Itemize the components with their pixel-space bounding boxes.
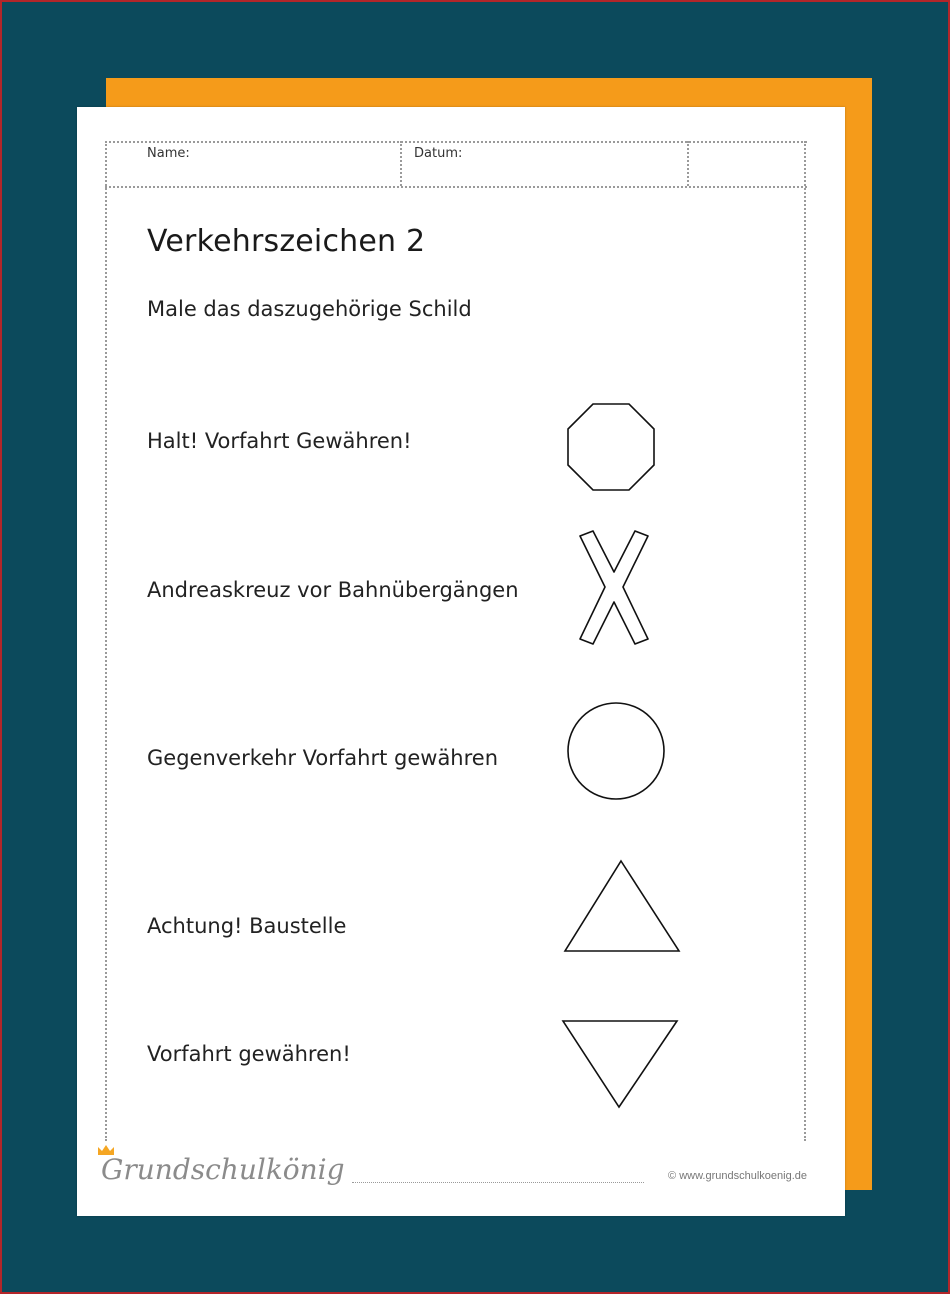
- header-divider-1: [400, 141, 402, 186]
- worksheet-page: [77, 107, 845, 1216]
- triangle-up-icon: [563, 859, 681, 953]
- item-text-halt: Halt! Vorfahrt Gewähren!: [147, 429, 412, 453]
- circle-icon: [566, 701, 666, 801]
- worksheet-title: Verkehrszeichen 2: [147, 224, 426, 259]
- brand-logo: Grundschulkönig: [101, 1153, 345, 1186]
- header-top-line: [105, 141, 807, 143]
- triangle-down-icon: [561, 1019, 679, 1109]
- date-label: Datum:: [414, 146, 463, 161]
- item-text-vorfahrt: Vorfahrt gewähren!: [147, 1042, 351, 1066]
- copyright-text: © www.grundschulkoenig.de: [668, 1170, 807, 1182]
- item-text-baustelle: Achtung! Baustelle: [147, 914, 347, 938]
- left-margin-line: [105, 141, 107, 1141]
- octagon-icon: [565, 401, 657, 493]
- header-divider-2: [687, 141, 689, 186]
- item-text-gegenverkehr: Gegenverkehr Vorfahrt gewähren: [147, 746, 499, 770]
- worksheet-instruction: Male das daszugehörige Schild: [147, 297, 472, 321]
- right-margin-line: [804, 141, 806, 1141]
- item-text-andreaskreuz: Andreaskreuz vor Bahnübergängen: [147, 578, 519, 602]
- footer-dotted-line: [352, 1182, 644, 1183]
- name-label: Name:: [147, 146, 190, 161]
- cross-icon: [577, 528, 651, 646]
- header-bottom-line: [105, 186, 807, 188]
